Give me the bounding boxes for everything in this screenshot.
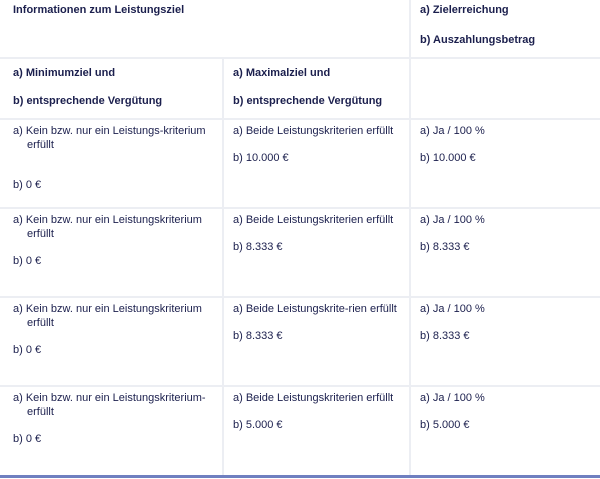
subheader-row <box>0 59 600 120</box>
row-result-payout: b) 5.000 € <box>420 419 470 431</box>
row-result-payout: b) 8.333 € <box>420 241 470 253</box>
header-goal-achievement: a) Zielerreichung <box>420 4 509 16</box>
row-max-amount: b) 5.000 € <box>233 419 283 431</box>
row-min-criteria: a) Kein bzw. nur ein Leistungs-kriterium erfüllt <box>13 125 206 151</box>
row-min-amount: b) 0 € <box>13 179 42 191</box>
header-result-cell <box>411 0 600 59</box>
subheader-min-remuneration: b) entsprechende Vergütung <box>13 95 163 107</box>
header-row <box>0 0 600 59</box>
row-min-amount: b) 0 € <box>13 344 42 356</box>
row-max-amount: b) 10.000 € <box>233 152 289 164</box>
table-bottom-rule <box>0 475 600 478</box>
row-min-amount: b) 0 € <box>13 433 42 445</box>
table-row <box>0 209 600 298</box>
row-max-criteria: a) Beide Leistungskriterien erfüllt <box>233 125 394 137</box>
table-row <box>0 387 600 475</box>
header-title: Informationen zum Leistungsziel <box>13 4 185 16</box>
row-max-cell <box>224 209 411 298</box>
row-max-cell <box>224 387 411 475</box>
subheader-max-goal: a) Maximalziel und <box>233 67 331 79</box>
row-max-amount: b) 8.333 € <box>233 330 283 342</box>
row-min-criteria: a) Kein bzw. nur ein Leistungskriterium-erfüllt <box>13 392 206 418</box>
row-result-cell <box>411 298 600 387</box>
subheader-max-cell <box>224 59 411 120</box>
header-title-cell <box>0 0 411 59</box>
row-result-achievement: a) Ja / 100 % <box>420 392 485 404</box>
row-max-criteria: a) Beide Leistungskrite-rien erfüllt <box>233 303 397 315</box>
row-result-achievement: a) Ja / 100 % <box>420 214 485 226</box>
row-min-criteria: a) Kein bzw. nur ein Leistungskriterium erfüllt <box>13 303 202 329</box>
row-result-cell <box>411 120 600 209</box>
row-max-criteria: a) Beide Leistungskriterien erfüllt <box>233 392 394 404</box>
row-max-cell <box>224 298 411 387</box>
header-payout-amount: b) Auszahlungsbetrag <box>420 34 536 46</box>
table-row <box>0 120 600 209</box>
row-min-cell <box>0 120 224 209</box>
row-min-criteria: a) Kein bzw. nur ein Leistungskriterium erfüllt <box>13 214 202 240</box>
row-min-cell <box>0 298 224 387</box>
subheader-empty-cell <box>411 59 600 120</box>
row-result-achievement: a) Ja / 100 % <box>420 125 485 137</box>
row-max-amount: b) 8.333 € <box>233 241 283 253</box>
row-result-achievement: a) Ja / 100 % <box>420 303 485 315</box>
row-result-cell <box>411 387 600 475</box>
row-result-payout: b) 8.333 € <box>420 330 470 342</box>
subheader-min-goal: a) Minimumziel und <box>13 67 116 79</box>
table-row <box>0 298 600 387</box>
row-max-criteria: a) Beide Leistungskriterien erfüllt <box>233 214 394 226</box>
row-result-cell <box>411 209 600 298</box>
row-min-cell <box>0 387 224 475</box>
row-max-cell <box>224 120 411 209</box>
row-min-amount: b) 0 € <box>13 255 42 267</box>
row-min-cell <box>0 209 224 298</box>
subheader-min-cell <box>0 59 224 120</box>
row-result-payout: b) 10.000 € <box>420 152 476 164</box>
subheader-max-remuneration: b) entsprechende Vergütung <box>233 95 383 107</box>
